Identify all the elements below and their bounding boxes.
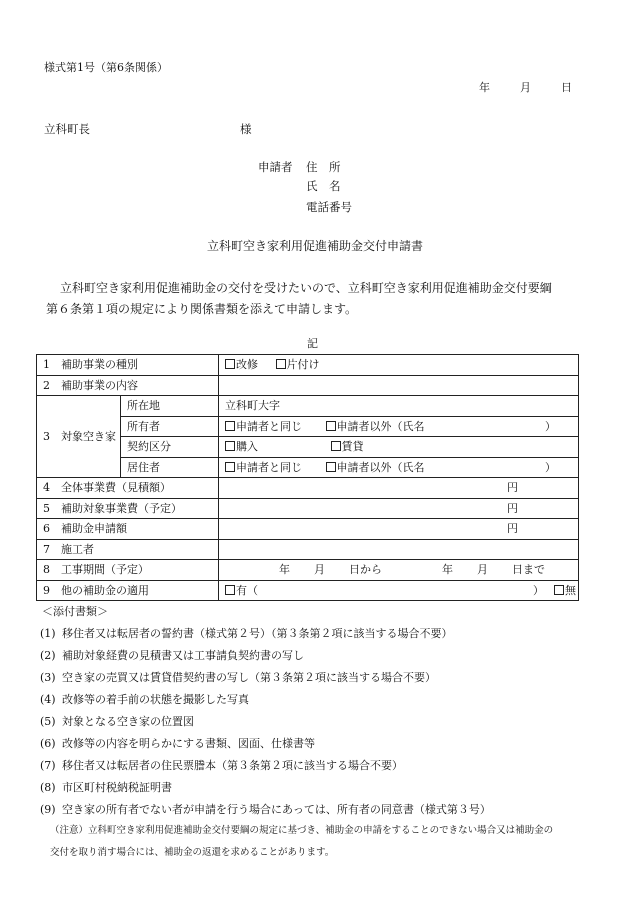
contract-label: 契約区分 (121, 437, 219, 458)
checkbox-icon (225, 441, 235, 451)
honorific: 様 (240, 122, 252, 136)
row5-label: 5 補助対象事業費（予定） (37, 498, 219, 519)
note-line-1: （注意）立科町空き家利用促進補助金交付要綱の規定に基づき、補助金の申請をすることのできない場合又は補助金の (50, 825, 554, 836)
checkbox-renovation[interactable]: 改修 (225, 359, 258, 370)
table-row (37, 355, 579, 376)
table-row (37, 498, 579, 519)
checkbox-other-subsidy-no[interactable]: 無 (554, 585, 576, 596)
owner-close-paren: ） (545, 419, 556, 433)
row2-value[interactable] (219, 375, 579, 396)
resident-close-paren: ） (545, 460, 556, 474)
date-day: 日 (561, 81, 572, 94)
row1-value (219, 355, 579, 376)
yen-unit: 円 (507, 501, 518, 515)
checkbox-icon (326, 462, 336, 472)
attachment-item: (1) 移住者又は転居者の誓約書（様式第２号）（第３条第２項に該当する場合不要） (40, 627, 453, 640)
row6-label: 6 補助金申請額 (37, 519, 219, 540)
table-row (37, 396, 579, 417)
checkbox-resident-other[interactable]: 申請者以外（氏名 (326, 462, 425, 473)
owner-label: 所有者 (121, 416, 219, 437)
applicant-phone-label: 電話番号 (306, 200, 352, 214)
location-label: 所在地 (121, 396, 219, 417)
form-number: 様式第1号（第6条関係） (44, 61, 168, 74)
attachment-item: (8) 市区町村税納税証明書 (40, 781, 172, 794)
addressee: 立科町長 (44, 122, 90, 136)
checkbox-owner-other[interactable]: 申請者以外（氏名 (326, 421, 425, 432)
checkbox-cleanup[interactable]: 片付け (276, 359, 320, 370)
note-line-2: 交付を取り消す場合には、補助金の返還を求めることがあります。 (50, 847, 335, 858)
row4-label: 4 全体事業費（見積額） (37, 478, 219, 499)
checkbox-icon (225, 462, 235, 472)
checkbox-icon (326, 421, 336, 431)
row9-label: 9 他の補助金の適用 (37, 580, 219, 601)
checkbox-icon (554, 585, 564, 595)
table-row (37, 560, 579, 581)
body-line-2: 第６条第１項の規定により関係書類を添えて申請します。 (46, 302, 358, 316)
checkbox-resident-same[interactable]: 申請者と同じ (225, 462, 302, 473)
date-line (479, 82, 572, 93)
row3-label: 3 対象空き家 (37, 396, 121, 478)
applicant-label: 申請者 (258, 160, 293, 174)
checkbox-icon (225, 359, 235, 369)
attachment-item: (2) 補助対象経費の見積書又は工事請負契約書の写し (40, 649, 304, 662)
table-row (37, 580, 579, 601)
attachment-item: (9) 空き家の所有者でない者が申請を行う場合にあっては、所有者の同意書（様式第３号） (40, 803, 491, 816)
contract-value (219, 437, 579, 458)
checkbox-icon (225, 421, 235, 431)
resident-value (219, 457, 579, 478)
table-row (37, 478, 579, 499)
application-table (36, 354, 579, 601)
attachment-item: (4) 改修等の着手前の状態を撮影した写真 (40, 693, 249, 706)
row7-value[interactable] (219, 539, 579, 560)
date-month: 月 (520, 81, 531, 94)
row4-value[interactable] (219, 478, 579, 499)
applicant-address-label: 住 所 (306, 160, 341, 174)
yen-unit: 円 (507, 481, 518, 495)
resident-label: 居住者 (121, 457, 219, 478)
attachment-item: (3) 空き家の売買又は賃貸借契約書の写し（第３条第２項に該当する場合不要） (40, 671, 436, 684)
checkbox-icon (331, 441, 341, 451)
table-row (37, 519, 579, 540)
checkbox-other-subsidy-yes[interactable]: 有（ (225, 585, 258, 596)
checkbox-icon (225, 585, 235, 595)
attachments-heading: ＜添付書類＞ (42, 605, 108, 618)
row9-value (219, 580, 579, 601)
checkbox-purchase[interactable]: 購入 (225, 441, 258, 452)
checkbox-rental[interactable]: 賃貸 (331, 441, 364, 452)
owner-value (219, 416, 579, 437)
row1-label: 1 補助事業の種別 (37, 355, 219, 376)
row8-value[interactable]: 年 月 日から 年 月 日まで (219, 560, 579, 581)
table-row (37, 539, 579, 560)
table-row (37, 375, 579, 396)
checkbox-other-subsidy-no-group: ） 無 (533, 583, 576, 597)
document-title: 立科町空き家利用促進補助金交付申請書 (206, 239, 423, 253)
checkbox-icon (276, 359, 286, 369)
attachment-item: (6) 改修等の内容を明らかにする書類、図面、仕様書等 (40, 737, 315, 750)
row7-label: 7 施工者 (37, 539, 219, 560)
row2-label: 2 補助事業の内容 (37, 375, 219, 396)
ki-label: 記 (307, 337, 318, 350)
date-year: 年 (479, 81, 490, 94)
applicant-name-label: 氏 名 (306, 179, 341, 193)
attachment-item: (7) 移住者又は転居者の住民票謄本（第３条第２項に該当する場合不要） (40, 759, 403, 772)
row5-value[interactable] (219, 498, 579, 519)
row8-label: 8 工事期間（予定） (37, 560, 219, 581)
body-line-1: 立科町空き家利用促進補助金の交付を受けたいので、立科町空き家利用促進補助金交付要綱 (60, 281, 552, 295)
body-text (46, 278, 586, 320)
yen-unit: 円 (507, 522, 518, 536)
checkbox-owner-same[interactable]: 申請者と同じ (225, 421, 302, 432)
row6-value[interactable] (219, 519, 579, 540)
location-value[interactable]: 立科町大字 (219, 396, 579, 417)
attachment-item: (5) 対象となる空き家の位置図 (40, 715, 194, 728)
